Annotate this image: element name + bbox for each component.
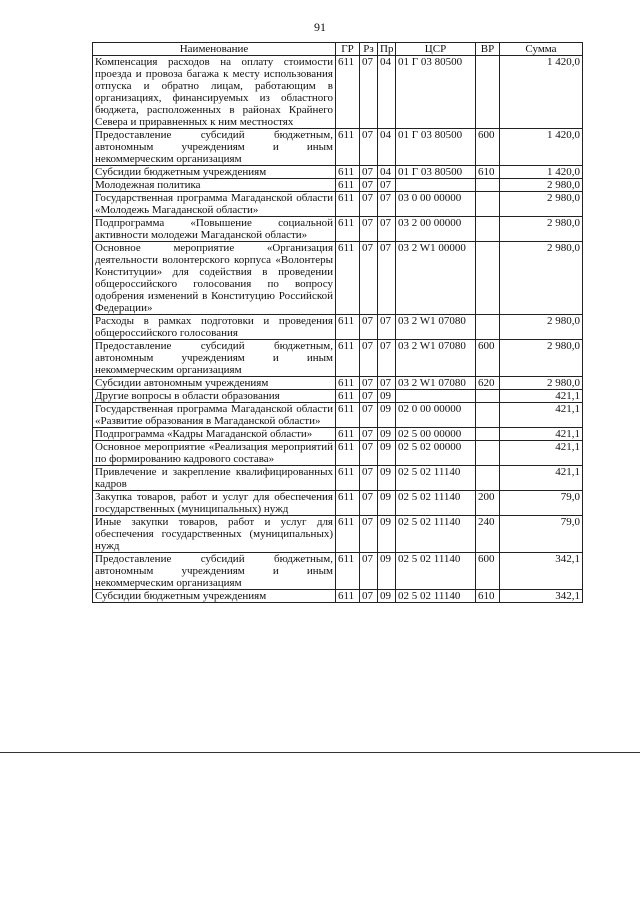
table-row bbox=[93, 590, 583, 603]
cell-sum: 2 980,0 bbox=[500, 315, 583, 340]
cell-rz: 07 bbox=[360, 403, 378, 428]
cell-vr bbox=[476, 441, 500, 466]
cell-sum: 79,0 bbox=[500, 491, 583, 516]
table-row bbox=[93, 217, 583, 242]
cell-pr: 09 bbox=[378, 553, 396, 590]
cell-name: Основное мероприятие «Реализация мероприятий по формированию кадрового состава» bbox=[93, 441, 336, 466]
cell-gr: 611 bbox=[336, 377, 360, 390]
page-number: 91 bbox=[314, 20, 326, 34]
cell-pr: 04 bbox=[378, 166, 396, 179]
cell-name: Закупка товаров, работ и услуг для обеспечения государственных (муниципальных) нужд bbox=[93, 491, 336, 516]
cell-gr: 611 bbox=[336, 217, 360, 242]
cell-csr: 01 Г 03 80500 bbox=[396, 166, 476, 179]
cell-vr bbox=[476, 179, 500, 192]
cell-vr bbox=[476, 242, 500, 315]
table-row bbox=[93, 466, 583, 491]
cell-csr: 02 5 02 11140 bbox=[396, 466, 476, 491]
cell-csr: 03 2 00 00000 bbox=[396, 217, 476, 242]
cell-csr: 01 Г 03 80500 bbox=[396, 56, 476, 129]
cell-name: Субсидии бюджетным учреждениям bbox=[93, 166, 336, 179]
table-row bbox=[93, 516, 583, 553]
cell-csr: 02 5 02 00000 bbox=[396, 441, 476, 466]
cell-gr: 611 bbox=[336, 553, 360, 590]
header-vr: ВР bbox=[476, 43, 500, 56]
table-row bbox=[93, 428, 583, 441]
cell-rz: 07 bbox=[360, 590, 378, 603]
table-row bbox=[93, 441, 583, 466]
cell-rz: 07 bbox=[360, 491, 378, 516]
table-row bbox=[93, 553, 583, 590]
cell-name: Молодежная политика bbox=[93, 179, 336, 192]
cell-gr: 611 bbox=[336, 340, 360, 377]
cell-csr: 02 5 02 11140 bbox=[396, 590, 476, 603]
cell-pr: 09 bbox=[378, 516, 396, 553]
cell-pr: 09 bbox=[378, 466, 396, 491]
cell-csr bbox=[396, 390, 476, 403]
cell-csr: 03 0 00 00000 bbox=[396, 192, 476, 217]
cell-sum: 2 980,0 bbox=[500, 179, 583, 192]
table-row bbox=[93, 390, 583, 403]
cell-pr: 07 bbox=[378, 340, 396, 377]
cell-vr bbox=[476, 466, 500, 491]
cell-sum: 421,1 bbox=[500, 466, 583, 491]
header-rz: Рз bbox=[360, 43, 378, 56]
cell-vr: 620 bbox=[476, 377, 500, 390]
table-row bbox=[93, 340, 583, 377]
table-row bbox=[93, 377, 583, 390]
cell-name: Предоставление субсидий бюджетным, автономным учреждениям и иным некоммерческим организациям bbox=[93, 553, 336, 590]
table-row bbox=[93, 166, 583, 179]
cell-gr: 611 bbox=[336, 403, 360, 428]
cell-pr: 07 bbox=[378, 192, 396, 217]
table-row bbox=[93, 491, 583, 516]
cell-gr: 611 bbox=[336, 428, 360, 441]
cell-rz: 07 bbox=[360, 428, 378, 441]
cell-pr: 07 bbox=[378, 377, 396, 390]
cell-name: Иные закупки товаров, работ и услуг для обеспечения государственных (муниципальных) нужд bbox=[93, 516, 336, 553]
cell-name: Предоставление субсидий бюджетным, автономным учреждениям и иным некоммерческим организациям bbox=[93, 129, 336, 166]
cell-rz: 07 bbox=[360, 553, 378, 590]
cell-rz: 07 bbox=[360, 315, 378, 340]
cell-gr: 611 bbox=[336, 590, 360, 603]
cell-sum: 2 980,0 bbox=[500, 242, 583, 315]
cell-csr: 03 2 W1 07080 bbox=[396, 315, 476, 340]
cell-pr: 04 bbox=[378, 129, 396, 166]
cell-vr: 610 bbox=[476, 166, 500, 179]
cell-rz: 07 bbox=[360, 466, 378, 491]
cell-pr: 07 bbox=[378, 217, 396, 242]
cell-rz: 07 bbox=[360, 340, 378, 377]
cell-gr: 611 bbox=[336, 242, 360, 315]
cell-name: Компенсация расходов на оплату стоимости проезда и провоза багажа к месту использования отпуска и обратно лицам, работающим в организациях, финансируемых из областного бюджета, расположенных в районах Крайнего Севера и приравненных к ним местностях bbox=[93, 56, 336, 129]
cell-sum: 2 980,0 bbox=[500, 377, 583, 390]
cell-rz: 07 bbox=[360, 56, 378, 129]
cell-sum: 342,1 bbox=[500, 553, 583, 590]
cell-csr: 02 5 00 00000 bbox=[396, 428, 476, 441]
cell-csr: 03 2 W1 07080 bbox=[396, 340, 476, 377]
cell-sum: 79,0 bbox=[500, 516, 583, 553]
cell-csr: 02 0 00 00000 bbox=[396, 403, 476, 428]
cell-name: Подпрограмма «Повышение социальной активности молодежи Магаданской области» bbox=[93, 217, 336, 242]
cell-name: Субсидии бюджетным учреждениям bbox=[93, 590, 336, 603]
cell-sum: 421,1 bbox=[500, 403, 583, 428]
cell-gr: 611 bbox=[336, 466, 360, 491]
cell-name: Привлечение и закрепление квалифицированных кадров bbox=[93, 466, 336, 491]
cell-sum: 342,1 bbox=[500, 590, 583, 603]
bottom-divider bbox=[0, 752, 640, 753]
cell-name: Расходы в рамках подготовки и проведения общероссийского голосования bbox=[93, 315, 336, 340]
cell-name: Подпрограмма «Кадры Магаданской области» bbox=[93, 428, 336, 441]
cell-gr: 611 bbox=[336, 315, 360, 340]
cell-gr: 611 bbox=[336, 56, 360, 129]
cell-vr bbox=[476, 56, 500, 129]
cell-sum: 1 420,0 bbox=[500, 129, 583, 166]
cell-sum: 421,1 bbox=[500, 428, 583, 441]
table-row bbox=[93, 129, 583, 166]
cell-sum: 421,1 bbox=[500, 441, 583, 466]
table-row bbox=[93, 242, 583, 315]
cell-pr: 09 bbox=[378, 441, 396, 466]
cell-gr: 611 bbox=[336, 192, 360, 217]
cell-pr: 07 bbox=[378, 242, 396, 315]
budget-table bbox=[92, 42, 583, 603]
cell-rz: 07 bbox=[360, 217, 378, 242]
cell-sum: 1 420,0 bbox=[500, 56, 583, 129]
cell-name: Государственная программа Магаданской области «Развитие образования в Магаданской области» bbox=[93, 403, 336, 428]
cell-name: Государственная программа Магаданской области «Молодежь Магаданской области» bbox=[93, 192, 336, 217]
cell-csr: 02 5 02 11140 bbox=[396, 516, 476, 553]
cell-gr: 611 bbox=[336, 491, 360, 516]
cell-csr: 03 2 W1 00000 bbox=[396, 242, 476, 315]
header-gr: ГР bbox=[336, 43, 360, 56]
cell-gr: 611 bbox=[336, 166, 360, 179]
table-body bbox=[93, 56, 583, 603]
cell-vr bbox=[476, 428, 500, 441]
cell-gr: 611 bbox=[336, 441, 360, 466]
cell-sum: 2 980,0 bbox=[500, 340, 583, 377]
cell-rz: 07 bbox=[360, 441, 378, 466]
cell-pr: 09 bbox=[378, 428, 396, 441]
cell-rz: 07 bbox=[360, 516, 378, 553]
cell-vr bbox=[476, 315, 500, 340]
cell-rz: 07 bbox=[360, 166, 378, 179]
table-row bbox=[93, 56, 583, 129]
cell-vr bbox=[476, 390, 500, 403]
cell-name: Предоставление субсидий бюджетным, автономным учреждениям и иным некоммерческим организациям bbox=[93, 340, 336, 377]
cell-pr: 09 bbox=[378, 403, 396, 428]
header-pr: Пр bbox=[378, 43, 396, 56]
cell-pr: 09 bbox=[378, 390, 396, 403]
header-sum: Сумма bbox=[500, 43, 583, 56]
cell-name: Другие вопросы в области образования bbox=[93, 390, 336, 403]
cell-vr bbox=[476, 403, 500, 428]
cell-gr: 611 bbox=[336, 390, 360, 403]
cell-rz: 07 bbox=[360, 192, 378, 217]
cell-vr: 200 bbox=[476, 491, 500, 516]
cell-rz: 07 bbox=[360, 129, 378, 166]
header-name: Наименование bbox=[93, 43, 336, 56]
cell-csr: 03 2 W1 07080 bbox=[396, 377, 476, 390]
cell-pr: 04 bbox=[378, 56, 396, 129]
cell-vr: 600 bbox=[476, 340, 500, 377]
cell-name: Основное мероприятие «Организация деятельности волонтерского корпуса «Волонтеры Конституции» для содействия в проведении общероссийского голосования по вопросу одобрения изменений в Конституцию Российской Федерации» bbox=[93, 242, 336, 315]
cell-rz: 07 bbox=[360, 377, 378, 390]
cell-csr bbox=[396, 179, 476, 192]
table-row bbox=[93, 192, 583, 217]
cell-rz: 07 bbox=[360, 390, 378, 403]
cell-csr: 02 5 02 11140 bbox=[396, 491, 476, 516]
cell-gr: 611 bbox=[336, 129, 360, 166]
cell-csr: 01 Г 03 80500 bbox=[396, 129, 476, 166]
cell-sum: 421,1 bbox=[500, 390, 583, 403]
cell-rz: 07 bbox=[360, 242, 378, 315]
table-row bbox=[93, 403, 583, 428]
cell-pr: 07 bbox=[378, 179, 396, 192]
cell-vr: 600 bbox=[476, 553, 500, 590]
header-csr: ЦСР bbox=[396, 43, 476, 56]
cell-gr: 611 bbox=[336, 179, 360, 192]
cell-rz: 07 bbox=[360, 179, 378, 192]
cell-sum: 1 420,0 bbox=[500, 166, 583, 179]
cell-vr bbox=[476, 217, 500, 242]
cell-pr: 07 bbox=[378, 315, 396, 340]
cell-sum: 2 980,0 bbox=[500, 217, 583, 242]
cell-gr: 611 bbox=[336, 516, 360, 553]
cell-vr bbox=[476, 192, 500, 217]
cell-vr: 610 bbox=[476, 590, 500, 603]
cell-vr: 240 bbox=[476, 516, 500, 553]
table-row bbox=[93, 315, 583, 340]
cell-pr: 09 bbox=[378, 491, 396, 516]
cell-vr: 600 bbox=[476, 129, 500, 166]
cell-sum: 2 980,0 bbox=[500, 192, 583, 217]
cell-csr: 02 5 02 11140 bbox=[396, 553, 476, 590]
table-row bbox=[93, 179, 583, 192]
table-header-row bbox=[93, 43, 583, 56]
cell-pr: 09 bbox=[378, 590, 396, 603]
cell-name: Субсидии автономным учреждениям bbox=[93, 377, 336, 390]
